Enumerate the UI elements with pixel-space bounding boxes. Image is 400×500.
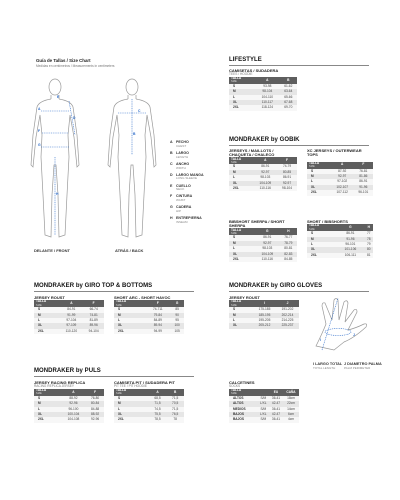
size-table [307,224,373,258]
table-cell: 104-109 [254,181,278,186]
table-header-row [307,224,373,231]
table-cell: 74-81 [83,313,104,318]
table-cell: 104-110 [255,95,279,100]
table-header-cell: B [280,77,297,84]
table-cell: 202-214 [276,313,299,318]
table-cell: 76-81 [354,169,373,174]
gloves-legend-i: I LARGO TOTAL TOTAL LENGTH [313,362,343,370]
table-cell: 63-64 [280,89,297,94]
legend-item-g: G CADERA HIP [170,205,192,214]
svg-text:D: D [73,116,76,120]
table-cell: S/M [258,396,269,401]
table-row [34,329,104,334]
svg-text:A: A [38,107,41,111]
table-cell: S [307,231,336,236]
table-cell: 2XL [114,417,149,422]
table-cell: XL [34,412,61,417]
table-cell: 110-117 [255,100,279,105]
table-header-row [229,389,299,396]
table-cell: 80-84 [86,401,104,406]
table-cell: S [307,169,331,174]
table-cell: MEDIOS [229,407,258,412]
table-cell: 88-92 [86,412,104,417]
table-cell: 67-68 [280,100,297,105]
legend-item-c: C ANCHO WIDTH [170,161,190,170]
table-cell: 87-92 [331,169,354,174]
legend-item-h: H ENTREPIERNA INSEAM [170,216,202,225]
table-socks: CALCETINES SOCKS TALLA SIZE EU CAÑA ALTOS S/M 36-41 18cm ALTOS L/XL 42-47 22cm MEDIOS S/M 36-41 14cm BAJOS L/XL 42-47 6cm BAJOS S/M 36-41 4cm [229,381,299,423]
table-cell: M [229,313,253,318]
table-cell: 225-237 [276,323,299,328]
table-cell: XL [114,323,145,328]
table-cell: 98-103 [254,175,278,180]
table-cell: 71,5 [166,396,184,401]
table-cell: 89-94 [145,323,170,328]
front-figure-label: DELANTE / FRONT [34,248,70,253]
svg-text:F: F [38,129,41,133]
table-cell: 71,5 [149,401,167,406]
table-cell: L [34,318,59,323]
page-title: Guía de Tallas / Size Chart [36,58,91,63]
table-cell: L [307,179,331,184]
table-cell: 85 [170,307,184,312]
table-header-cell: I [253,300,276,307]
table-short-bibshorts: SHORT / BIBSHORTS TALLA SIZE G H S 86-91 77 M 91-96 78 L 96-101 79 XL 101-106 80 2XL 106-111 81 [307,220,373,258]
table-cell: 79-84 [145,313,170,318]
table-cell: 96-100 [61,407,87,412]
table-header-row [34,389,104,396]
table-cell: 78-79 [280,241,297,246]
table-cell: 107-112 [331,190,354,195]
table-cell: ALTOS [229,396,258,401]
table-row [229,105,297,110]
table-cell: XL [229,181,254,186]
table-cell: 105 [170,329,184,334]
table-giro-short: SHORT ARC - SHORT HAVOC TALLA SIZE F G S 74-711 85 M 79-84 90 L 84-89 95 XL 89-94 100 2XL 94-99 105 [114,296,184,334]
table-cell: 92-96 [61,401,87,406]
table-cell: 2XL [307,253,336,258]
table-cell: 36-41 [269,417,283,422]
table-header-cell: TALLA SIZE [229,228,255,235]
table-cell: 78 [364,237,373,242]
table-cell: 2XL [34,329,59,334]
table-header-cell: TALLA SIZE [34,389,61,396]
table-cell: XL [229,100,255,105]
table-cell: 80-85 [277,170,297,175]
table-cell: M [114,313,145,318]
table-cell: 74-79 [277,164,297,169]
table-cell: 42-47 [269,412,283,417]
table-header-cell: TALLA SIZE [307,162,331,169]
table-header-cell: G [255,228,280,235]
table-cell: XL [307,185,331,190]
table-header-cell: A [331,162,354,169]
table-cell: 91-96 [354,185,373,190]
table-cell: 110-116 [255,257,280,262]
size-table [229,157,297,191]
table-header-cell: TALLA SIZE [307,224,336,231]
svg-text:G: G [38,143,41,147]
table-header-cell: TALLA SIZE [114,389,149,396]
table-row [229,323,299,328]
table-cell: 92-97 [255,241,280,246]
table-cell: M [114,401,149,406]
table-header-cell: G [170,300,184,307]
table-row [307,190,373,195]
table-cell: 14cm [283,407,299,412]
table-xc-jerseys: XC JERSEYS / OUTERWEAR TOPS TALLA SIZE A F S 87-92 76-81 M 92-97 81-86 L 97-102 86-91 XL 102-107 91-96 2XL 107-112 96-101 [307,149,373,196]
table-cell: 205-212 [253,323,276,328]
table-header-cell: TALLA SIZE [114,300,145,307]
table-row [229,417,299,422]
table-cell: M [34,401,61,406]
table-header-cell: A [61,389,87,396]
table-cell: 22cm [283,401,299,406]
size-table [229,300,299,329]
table-header-cell: H [280,228,297,235]
table-row [229,257,297,262]
section-title-giro-gloves: MONDRAKER by GIRO GLOVES [229,283,323,289]
back-body-figure [102,75,162,245]
table-cell: S [229,307,253,312]
table-bibshort-sherpa: BIBSHORT SHERPA / SHORT SHERPA TALLA SIZE G H S 86-91 76-77 M 92-97 78-79 L 98-103 80-81 XL 104-109 82-83 2XL 110-116 84-85 [229,220,297,262]
table-header-cell: F [354,162,373,169]
svg-text:C: C [138,109,141,113]
table-cell: 104-108 [61,417,87,422]
table-cell: 118-124 [255,105,279,110]
table-cell: L [229,95,255,100]
table-cell: 76-80 [86,396,104,401]
table-header-cell: F [277,157,297,164]
table-cell: 101-106 [336,247,364,252]
table-cell: L [114,318,145,323]
table-cell: 88-92 [61,396,87,401]
table-cell: 42-47 [269,401,283,406]
table-puls-jersey: JERSEY RACING REPLICA RACING REPLICA JERSEY TALLA SIZE A F S 88-92 76-80 M 92-96 80-84 L 96-100 84-88 XL 100-104 88-92 2XL 104-108 92-96 [34,381,104,423]
table-cell: 69-70 [280,105,297,110]
table-gobik-jerseys: JERSEYS / MAILLOTS / CHAQUETA / CHALECO TALLA SIZE A F S 86-91 74-79 M 92-97 80-85 L 98-103 86-91 XL 104-109 92-97 2XL 110-116 98-104 [229,149,297,191]
table-cell: 70,5 [166,401,184,406]
svg-text:H: H [56,192,59,196]
size-table [307,162,373,196]
table-cell: 86-91 [254,164,278,169]
table-header-cell: F [83,300,104,307]
table-header-cell: F [86,389,104,396]
table-header-row [229,228,297,235]
table-cell: 93-98 [255,84,279,89]
table-cell: L [229,246,255,251]
table-cell: 6cm [283,412,299,417]
table-cell: 92-96 [86,417,104,422]
table-cell: 95 [170,318,184,323]
table-cell: BAJOS [229,417,258,422]
table-cell: S [114,396,149,401]
table-cell: 100-104 [61,412,87,417]
table-cell: M [307,237,336,242]
svg-text:E: E [57,95,60,99]
table-cell: L/XL [258,412,269,417]
table-cell: 74-711 [145,307,170,312]
table-cell: 89-96 [83,323,104,328]
table-giro-jersey: JERSEY ROUST TALLA SIZE A F S 84-91 66-74 M 91-99 74-81 L 97-104 81-89 XL 97-109 89-96 2XL 110-120 94-104 [34,296,104,334]
table-cell: XL [229,252,255,257]
table-cell: 78 [166,417,184,422]
table-puls-tee: CAMISETA PIT / SUDADERA PIT PIT TEE / PIT HOODIE TALLA SIZE A B S 68,5 71,5 M 71,5 70,5 L 74,5 71,5 XL 75,5 76,5 2XL 78,5 78 [114,381,184,423]
table-cell: 97-102 [331,179,354,184]
table-cell: 81-89 [83,318,104,323]
table-cell: 2XL [114,329,145,334]
table-cell: 18cm [283,396,299,401]
table-header-cell [258,389,269,396]
table-header-cell: H [364,224,373,231]
table-cell: 214-225 [276,318,299,323]
table-cell: 84-89 [145,318,170,323]
table-cell: 97-104 [59,318,83,323]
back-figure-label: ATRÁS / BACK [115,248,144,253]
table-cell: M [229,170,254,175]
table-cell: 185-195 [253,313,276,318]
table-header-cell: TALLA SIZE [34,300,59,307]
table-cell: 191-202 [276,307,299,312]
table-cell: 92-97 [331,174,354,179]
measurement-legend [170,141,225,228]
table-cell: 36-41 [269,407,283,412]
size-table [34,300,104,334]
legend-item-f: F CINTURA WAIST [170,194,193,203]
table-cell: 81-86 [354,174,373,179]
legend-item-b: B LARGO LENGTH [170,150,189,159]
table-row [114,417,184,422]
table-header-cell: A [149,389,167,396]
table-cell: 86-91 [255,235,280,240]
table-gloves: JERSEY ROUST TALLA SIZE I J S 175-185 191-202 M 185-195 202-214 L 195-205 214-225 XL 205-212 225-237 [229,296,299,329]
table-cell: 80 [364,247,373,252]
table-cell: S [34,307,59,312]
table-header-cell: F [145,300,170,307]
table-cell: 94-99 [145,329,170,334]
table-cell: XL [229,323,253,328]
table-cell: 91-96 [336,237,364,242]
size-table [114,389,184,423]
divider [229,145,369,146]
divider [34,291,194,292]
table-header-cell: TALLA SIZE [229,300,253,307]
front-body-figure [25,75,85,245]
table-cell: M [229,241,255,246]
table-cell: M [34,313,59,318]
table-header-cell: G [336,224,364,231]
legend-item-d: D LARGO MANGA LONG SLEEVE [170,172,204,181]
table-header-cell: B [166,389,184,396]
table-cell: 106-111 [336,253,364,258]
size-table [229,389,299,423]
table-cell: S [229,164,254,169]
table-row [229,186,297,191]
table-cell: 36-41 [269,396,283,401]
table-header-cell: CAÑA [283,389,299,396]
table-cell: 90 [170,313,184,318]
table-cell: 76,5 [166,412,184,417]
table-cell: M [307,174,331,179]
svg-text:B: B [133,132,136,136]
table-cell: 80-81 [280,246,297,251]
table-cell: 98-103 [255,246,280,251]
table-cell: 98-104 [255,89,279,94]
table-cell: ALTOS [229,401,258,406]
table-row [34,417,104,422]
size-table [229,77,297,111]
table-cell: 61-62 [280,84,297,89]
table-cell: 84-88 [86,407,104,412]
table-cell: S/M [258,417,269,422]
table-cell: 2XL [229,186,254,191]
table-cell: 2XL [229,257,255,262]
table-cell: 74,5 [149,407,167,412]
table-cell: 81 [364,253,373,258]
section-title-lifestyle: LIFESTYLE [229,57,262,63]
table-cell: 84-85 [280,257,297,262]
divider [229,291,369,292]
table-header-row [307,162,373,169]
table-cell: 82-83 [280,252,297,257]
table-cell: 92-97 [254,170,278,175]
table-cell: S/M [258,407,269,412]
legend-item-e: E CUELLO NECK [170,183,191,192]
table-cell: L [114,407,149,412]
table-cell: XL [34,323,59,328]
table-cell: BAJOS [229,412,258,417]
table-header-row [229,157,297,164]
table-cell: 71,5 [166,407,184,412]
table-header-cell: TALLA SIZE [229,77,255,84]
table-cell: 104-109 [255,252,280,257]
table-header-cell: A [255,77,279,84]
size-table [229,228,297,262]
table-header-row [114,300,184,307]
table-cell: 75,5 [149,412,167,417]
table-cell: 195-205 [253,318,276,323]
table-cell: 66-74 [83,307,104,312]
table-cell: 2XL [307,190,331,195]
table-cell: L [307,242,336,247]
table-cell: 97-109 [59,323,83,328]
table-header-cell: J [276,300,299,307]
table-cell: S [229,84,255,89]
table-cell: M [229,89,255,94]
table-cell: L/XL [258,401,269,406]
size-table [34,389,104,423]
legend-item-a: A PECHO CHEST [170,140,189,148]
table-row [307,253,373,258]
table-cell: 79 [364,242,373,247]
divider [34,376,194,377]
table-cell: 86-91 [277,175,297,180]
table-header-cell: A [59,300,83,307]
table-cell: 92-97 [277,181,297,186]
table-header-cell: TALLA SIZE [229,157,254,164]
table-cell: 86-91 [354,179,373,184]
table-cell: 96-101 [354,190,373,195]
table-header-row [229,77,297,84]
table-cell: L [229,318,253,323]
svg-text:I: I [320,338,321,342]
table-cell: 96-101 [336,242,364,247]
table-cell: 102-107 [331,185,354,190]
table-cell: 94-104 [83,329,104,334]
table-cell: 68,5 [149,396,167,401]
gloves-legend-j: J DIAMETRO PALMA PALM PERIMETER [344,362,382,370]
table-header-cell: A [254,157,278,164]
table-cell: 175-185 [253,307,276,312]
divider [229,65,369,66]
table-cell: 2XL [229,105,255,110]
table-cell: L [34,407,61,412]
table-cell: S [114,307,145,312]
table-cell: 77 [364,231,373,236]
table-cell: 100 [170,323,184,328]
table-camisetas: CAMISETAS / SUDADERA TEES / HOODIE TALLA SIZE A B S 93-98 61-62 M 98-104 63-64 L 104-110 65-66 XL 110-117 67-68 2XL 118-124 69-70 [229,69,297,111]
hand-diagram [308,294,380,358]
table-header-cell: TALLA SIZE [229,389,258,396]
section-title-giro-top: MONDRAKER by GIRO TOP & BOTTOMS [34,283,153,289]
table-cell: XL [307,247,336,252]
page-subtitle: Medidas en centímetros / Measurements in centimeters [36,64,115,68]
section-title-gobik: MONDRAKER by GOBIK [229,137,300,143]
table-header-cell: EU [269,389,283,396]
table-cell: 86-91 [336,231,364,236]
size-table [114,300,184,334]
table-cell: 4cm [283,417,299,422]
table-cell: 98-104 [277,186,297,191]
table-cell: S [229,235,255,240]
table-cell: 110-116 [254,186,278,191]
table-cell: S [34,396,61,401]
table-cell: 76-77 [280,235,297,240]
table-cell: 91-99 [59,313,83,318]
table-header-row [114,389,184,396]
table-header-row [229,300,299,307]
table-header-row [34,300,104,307]
table-row [114,329,184,334]
table-row [229,401,299,406]
table-cell: 110-120 [59,329,83,334]
table-cell: 84-91 [59,307,83,312]
section-title-puls: MONDRAKER by PULS [34,368,101,374]
table-cell: 2XL [34,417,61,422]
table-cell: 65-66 [280,95,297,100]
table-cell: L [229,175,254,180]
table-cell: 78,5 [149,417,167,422]
svg-text:J: J [353,333,355,337]
table-cell: XL [114,412,149,417]
